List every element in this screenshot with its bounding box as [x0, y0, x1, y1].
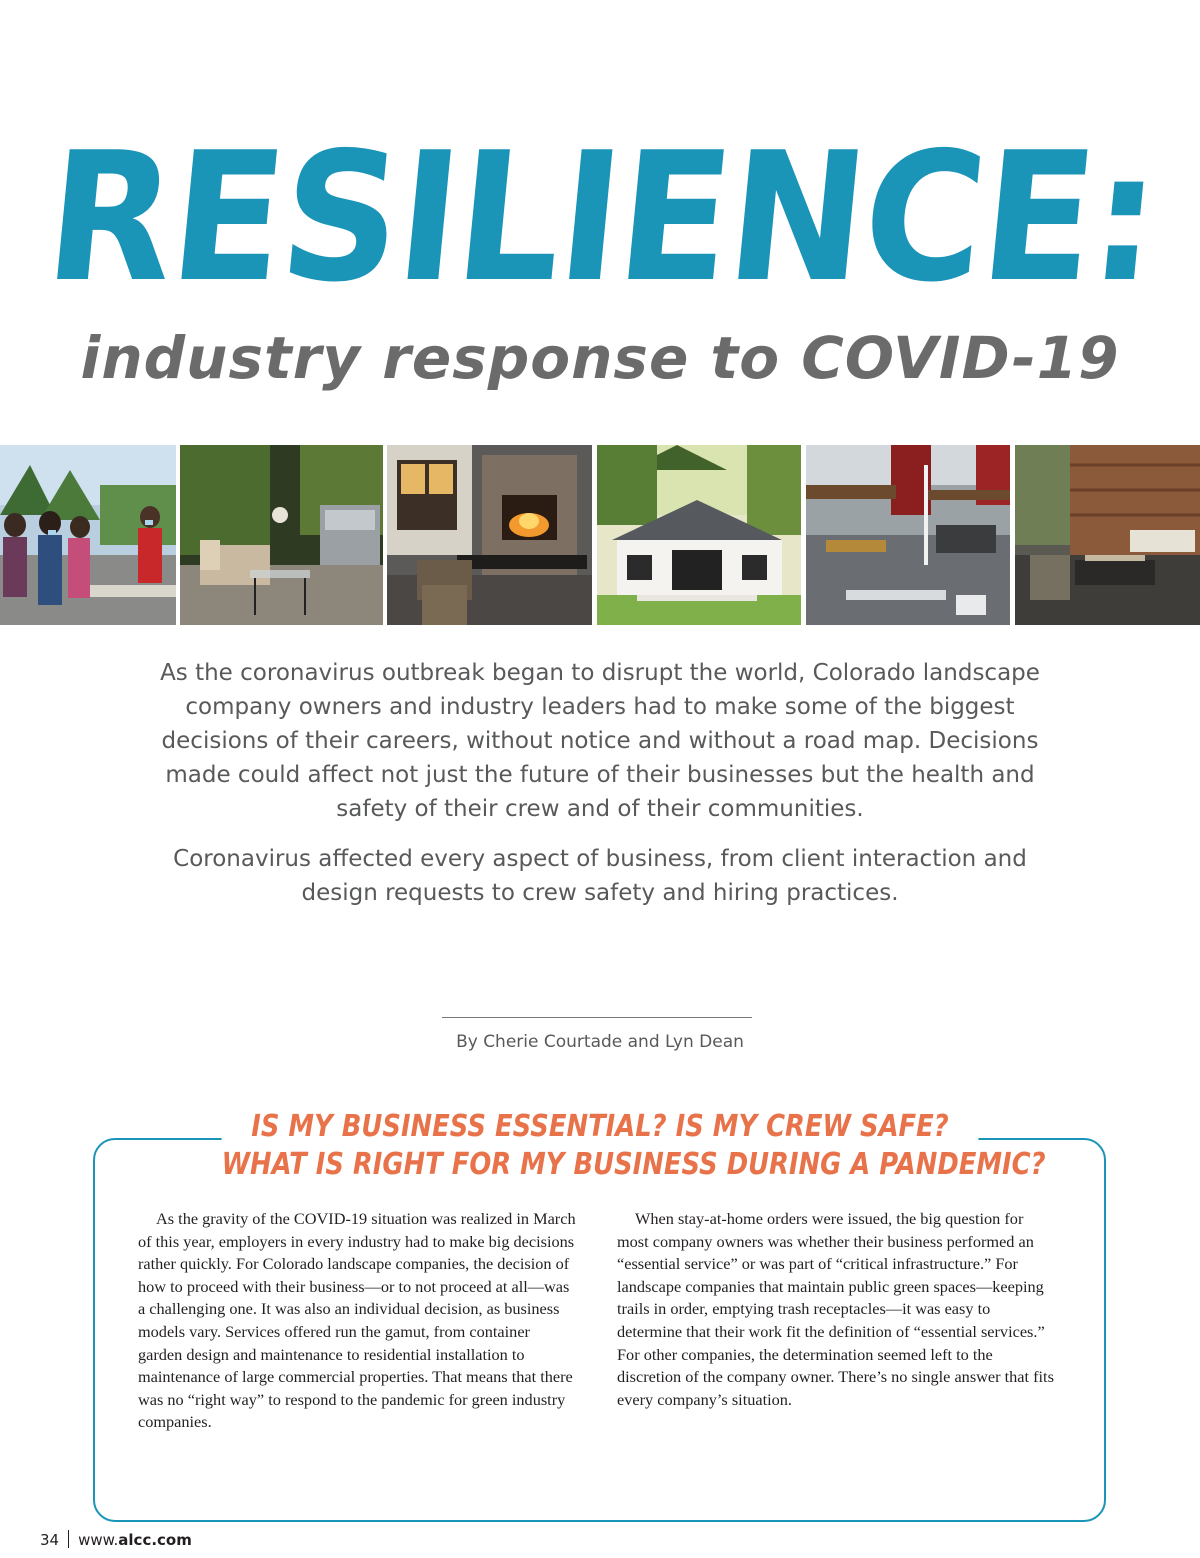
sidebar-column-right: [617, 1208, 1057, 1411]
byline: By Cherie Courtade and Lyn Dean: [456, 1032, 744, 1052]
footer-divider: [68, 1530, 69, 1548]
sidebar-heading-line: IS MY BUSINESS ESSENTIAL? IS MY CREW SAFE?: [251, 1109, 949, 1144]
page-title: RESILIENCE:: [38, 114, 1167, 321]
byline-rule: [442, 1017, 752, 1018]
photo-patio-grill: [180, 445, 383, 625]
photo-strip: [0, 445, 1200, 625]
body-paragraph: When stay-at-home orders were issued, the big question for most company owners was whether their business performed an “essential service” or was part of “critical infrastructure.” For landscape companies that maintain public green spaces—keeping trails in order, emptying trash receptacles—it was easy to determine that their work fit the definition of “essential services.” For other companies, the determination seemed left to the discretion of the company owner. There’s no single answer that fits every company’s situation.: [617, 1209, 1054, 1409]
intro-paragraph: Coronavirus affected every aspect of business, from client interaction and design requests to crew safety and hiring practices.: [173, 846, 1027, 906]
footer-url-domain[interactable]: alcc.com: [118, 1531, 192, 1549]
photo-house-lawn: [597, 445, 801, 625]
intro: [150, 656, 1050, 910]
page-number: 34: [40, 1531, 60, 1549]
photo-fireplace-patio: [387, 445, 592, 625]
photo-fire-table-patio: [1015, 445, 1200, 625]
sidebar-heading: [221, 1108, 1046, 1184]
sidebar-column-left: [138, 1208, 578, 1434]
page-footer: [40, 1528, 192, 1552]
page-subtitle: industry response to COVID-19: [80, 324, 1120, 392]
sidebar-heading-line: WHAT IS RIGHT FOR MY BUSINESS DURING A PANDEMIC?: [221, 1147, 1046, 1182]
photo-group-outdoors: [0, 445, 176, 625]
intro-paragraph: As the coronavirus outbreak began to disrupt the world, Colorado landscape company owners and industry leaders had to make some of the biggest decisions of their careers, without notice and without a road map. Decisions made could affect not just the future of their businesses but the health and safety of their crew and of their communities.: [160, 660, 1040, 822]
photo-rooftop-render: [806, 445, 1010, 625]
footer-url-prefix: www.: [78, 1531, 119, 1549]
body-paragraph: As the gravity of the COVID-19 situation was realized in March of this year, employers in every industry had to make big decisions rather quickly. For Colorado landscape companies, the decision of how to proceed with their business—or to not proceed at all—was a challenging one. It was also an individual decision, as business models vary. Services offered run the gamut, from container garden design and maintenance to residential installation to maintenance of large commercial properties. That means that there was no “right way” to respond to the pandemic for green industry companies.: [138, 1209, 576, 1432]
